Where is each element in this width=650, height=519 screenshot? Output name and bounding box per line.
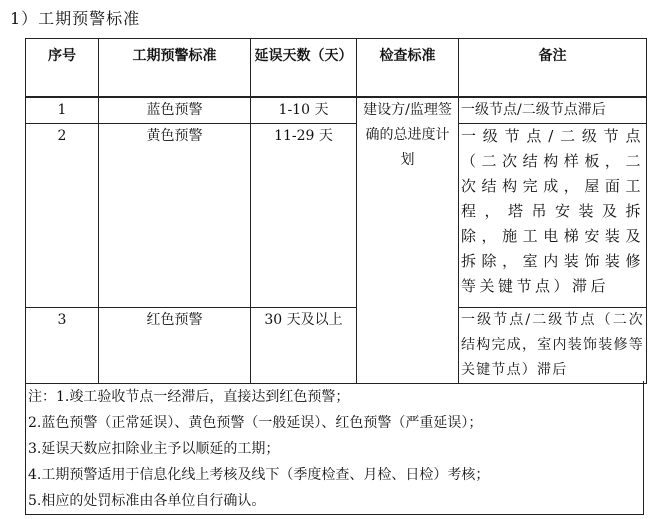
row-remark: 一级节点/二级节点（二次结构样板，二次结构完成，屋面工程，塔吊安装及拆除，施工电梯安装及拆除，室内装饰装修等关键节点）滞后 bbox=[459, 124, 647, 308]
schedule-warning-table bbox=[25, 38, 647, 384]
row-serial-number: 3 bbox=[26, 308, 99, 384]
table-header-row bbox=[26, 39, 647, 98]
header-check-standard: 检查标准 bbox=[357, 39, 459, 98]
note-line: 2.蓝色预警（正常延误）、黄色预警（一般延误）、红色预警（严重延误）； bbox=[28, 415, 483, 431]
row-remark: 一级节点/二级节点滞后 bbox=[459, 97, 647, 124]
row-delay-days: 11-29 天 bbox=[251, 124, 357, 308]
section-heading: 1）工期预警标准 bbox=[10, 9, 141, 28]
row-delay-days: 1-10 天 bbox=[251, 97, 357, 124]
header-delay-days: 延误天数（天） bbox=[251, 39, 357, 98]
table-row bbox=[26, 124, 647, 308]
note-line: 3.延误天数应扣除业主予以顺延的工期； bbox=[28, 441, 280, 457]
row-delay-days: 30 天及以上 bbox=[251, 308, 357, 384]
header-warning-standard: 工期预警标准 bbox=[99, 39, 251, 98]
note-line: 4.工期预警适用于信息化线上考核及线下（季度检查、月检、日检）考核； bbox=[28, 467, 490, 483]
row-serial-number: 1 bbox=[26, 97, 99, 124]
row-serial-number: 2 bbox=[26, 124, 99, 308]
row-remark: 一级节点/二级节点（二次结构完成，室内装饰装修等关键节点）滞后 bbox=[459, 308, 647, 384]
row-warning-level: 蓝色预警 bbox=[99, 97, 251, 124]
notes-box bbox=[25, 381, 644, 515]
header-remarks: 备注 bbox=[459, 39, 647, 98]
check-standard-cell: 建设方/监理签确的总进度计划 bbox=[357, 97, 459, 384]
note-line: 5.相应的处罚标准由各单位自行确认。 bbox=[28, 493, 266, 509]
row-warning-level: 红色预警 bbox=[99, 308, 251, 384]
header-serial-number: 序号 bbox=[26, 39, 99, 98]
note-line: 注：1.竣工验收节点一经滞后，直接达到红色预警； bbox=[28, 389, 350, 405]
row-warning-level: 黄色预警 bbox=[99, 124, 251, 308]
table-row bbox=[26, 308, 647, 384]
table-row bbox=[26, 97, 647, 124]
